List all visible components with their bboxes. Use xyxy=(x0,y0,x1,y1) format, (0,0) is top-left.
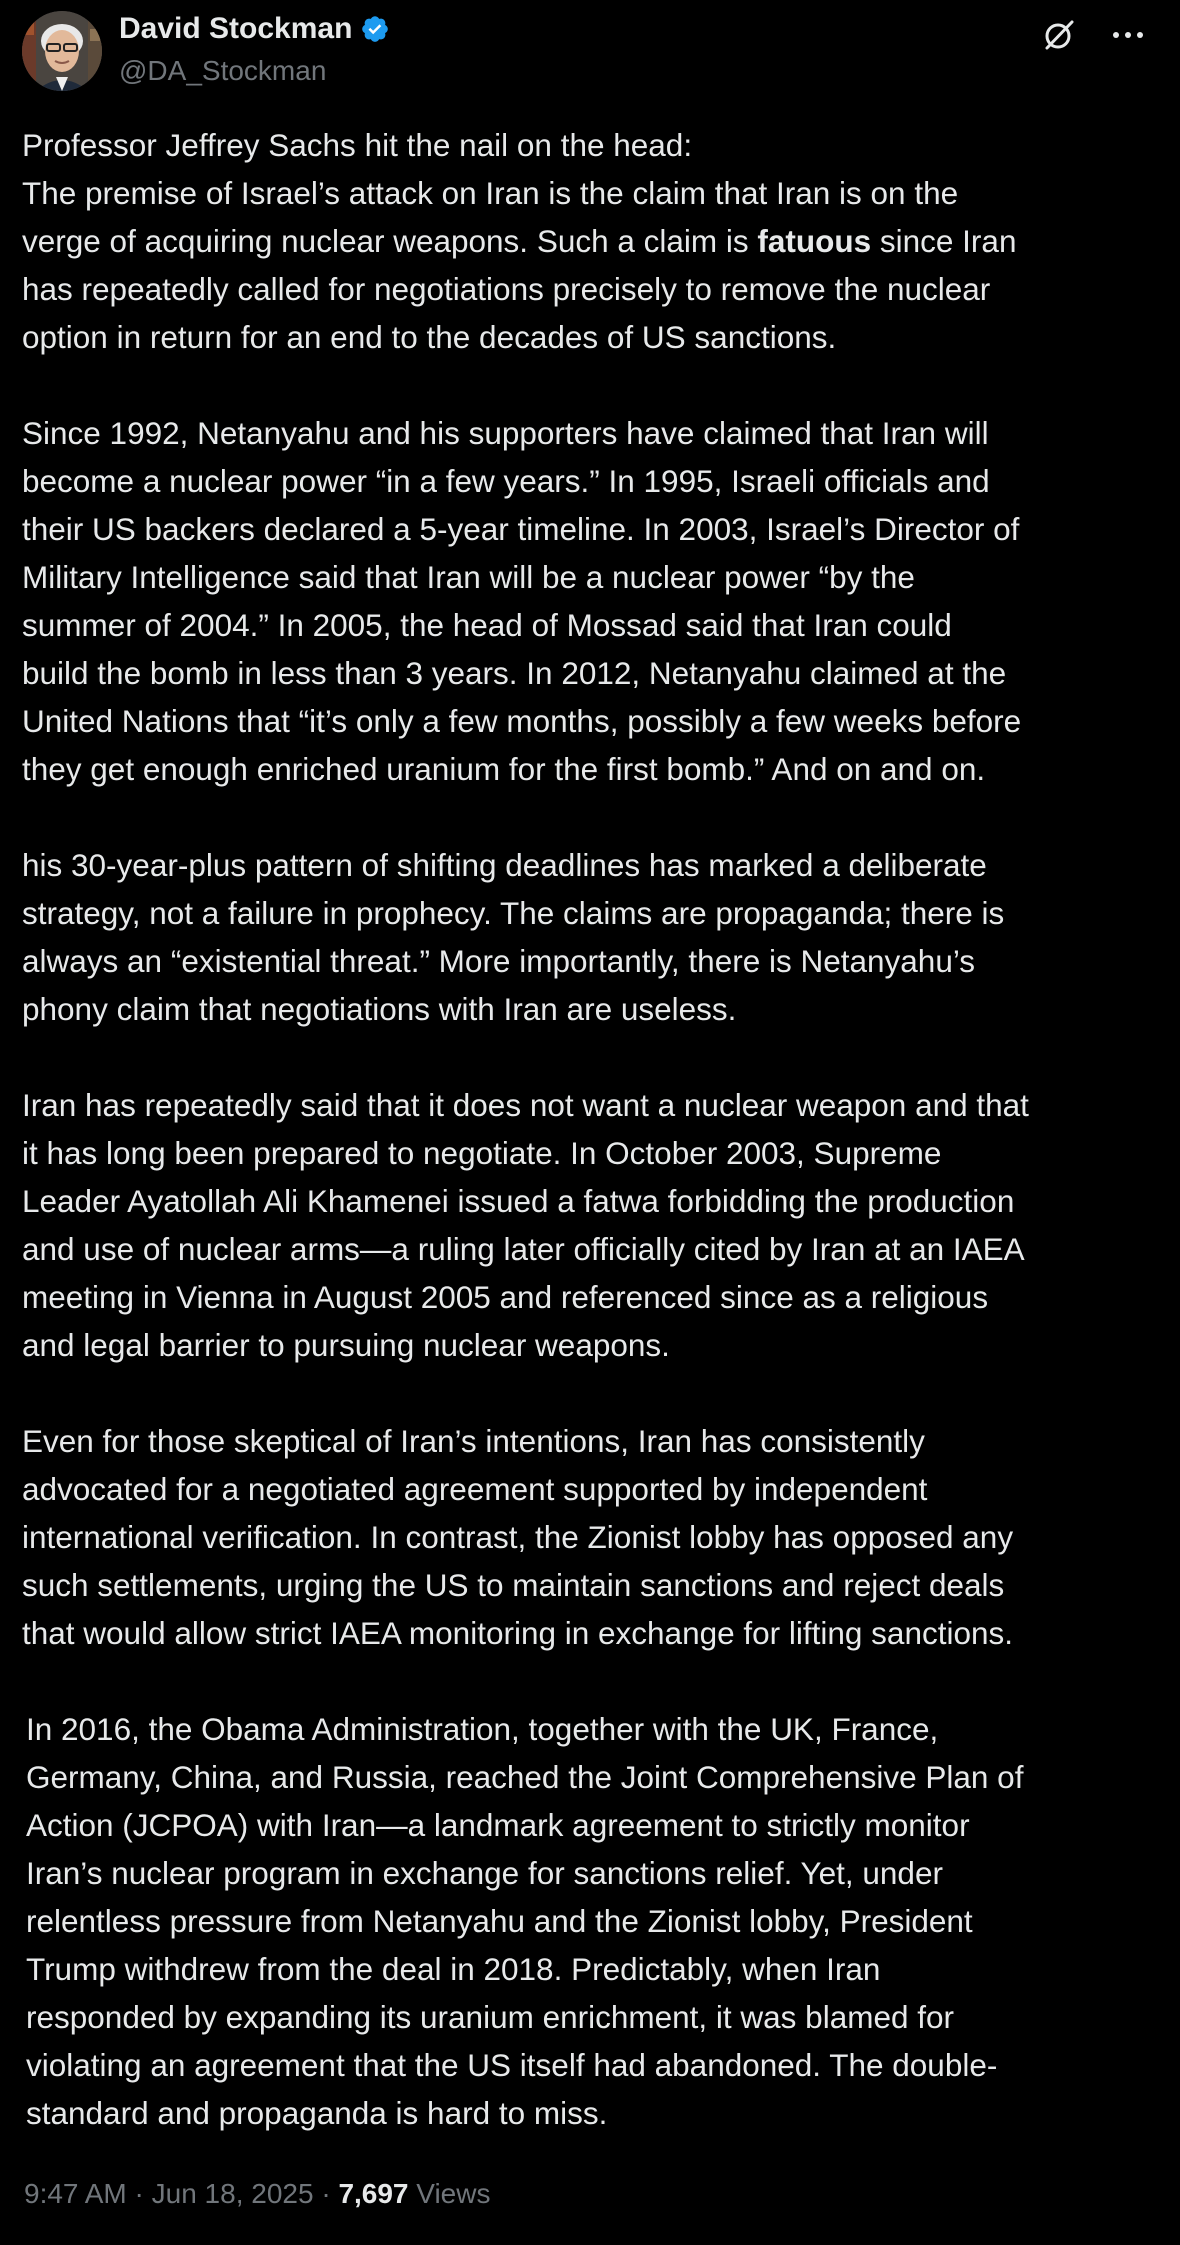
tweet-paragraph-6: In 2016, the Obama Administration, together with the UK, France, Germany, China, and Russia, reached the Joint Comprehensive Plan of Action (JCPOA) with Iran—a landmark agreement to strictly monitor Iran’s nuclear program in exchange for sanctions relief. Yet, under relentless pressure from Netanyahu and the Zionist lobby, President Trump withdrew from the deal in 2018. Predictably, when Iran responded by expanding its uranium enrichment, it was blamed for violating an agreement that the US itself had abandoned. The double- standard and propaganda is hard to miss. xyxy=(26,1711,1024,2131)
tweet-paragraph-3: his 30-year-plus pattern of shifting deadlines has marked a deliberate strategy, not a failure in prophecy. The claims are propaganda; there is always an “existential threat.” More importantly, there is Netanyahu’s phony claim that negotiations with Iran are useless. xyxy=(22,847,1005,1027)
tweet-paragraph-4: Iran has repeatedly said that it does not want a nuclear weapon and that it has long been prepared to negotiate. In October 2003, Supreme Leader Ayatollah Ali Khamenei issued a fatwa forbidding the production and use of nuclear arms—a ruling later officially cited by Iran at an IAEA meeting in Vienna in August 2005 and referenced since as a religious and legal barrier to pursuing nuclear weapons. xyxy=(22,1087,1029,1363)
tweet-time[interactable]: 9:47 AM xyxy=(24,2178,127,2209)
name-row xyxy=(119,12,390,47)
tweet-paragraph-5: Even for those skeptical of Iran’s intentions, Iran has consistently advocated for a negotiated agreement supported by independent international verification. In contrast, the Zionist lobby has opposed any such settlements, urging the US to maintain sanctions and reject deals that would allow strict IAEA monitoring in exchange for lifting sanctions. xyxy=(22,1423,1014,1651)
views-count[interactable]: 7,697 xyxy=(338,2178,409,2209)
more-icon[interactable] xyxy=(1110,22,1146,48)
grok-icon[interactable] xyxy=(1042,18,1076,52)
views-label: Views xyxy=(408,2178,491,2209)
p1-text-start: Professor Jeffrey Sachs hit the nail on the head: The premise of Israel’s attack on Iran is the claim that Iran is on the verge of acquiring nuclear weapons. Such a claim is xyxy=(22,127,959,259)
author-handle[interactable]: @DA_Stockman xyxy=(119,55,327,86)
meta-separator-2: · xyxy=(313,2178,339,2209)
avatar-image xyxy=(22,11,102,91)
p1-text-end: since Iran has repeatedly called for negotiations precisely to remove the nuclear option in return for an end to the decades of US sanctions. xyxy=(22,223,1017,355)
p1-bold-word: fatuous xyxy=(757,223,872,259)
tweet-meta xyxy=(24,2177,490,2211)
tweet-text xyxy=(22,121,1162,2137)
author-name[interactable]: David Stockman xyxy=(119,12,353,45)
verified-badge-icon xyxy=(360,14,390,44)
meta-separator: · xyxy=(126,2178,152,2209)
tweet-paragraph-1 xyxy=(22,121,1162,361)
avatar[interactable] xyxy=(22,11,102,91)
tweet-header xyxy=(22,8,1158,92)
tweet-paragraph-2: Since 1992, Netanyahu and his supporters have claimed that Iran will become a nuclear power “in a few years.” In 1995, Israeli officials and their US backers declared a 5-year timeline. In 2003, Israel’s Director of Military Intelligence said that Iran will be a nuclear power “by the summer of 2004.” In 2005, the head of Mossad said that Iran could build the bomb in less than 3 years. In 2012, Netanyahu claimed at the United Nations that “it’s only a few months, possibly a few weeks before they get enough enriched uranium for the first bomb.” And on and on. xyxy=(22,415,1022,787)
tweet-date[interactable]: Jun 18, 2025 xyxy=(151,2178,314,2209)
